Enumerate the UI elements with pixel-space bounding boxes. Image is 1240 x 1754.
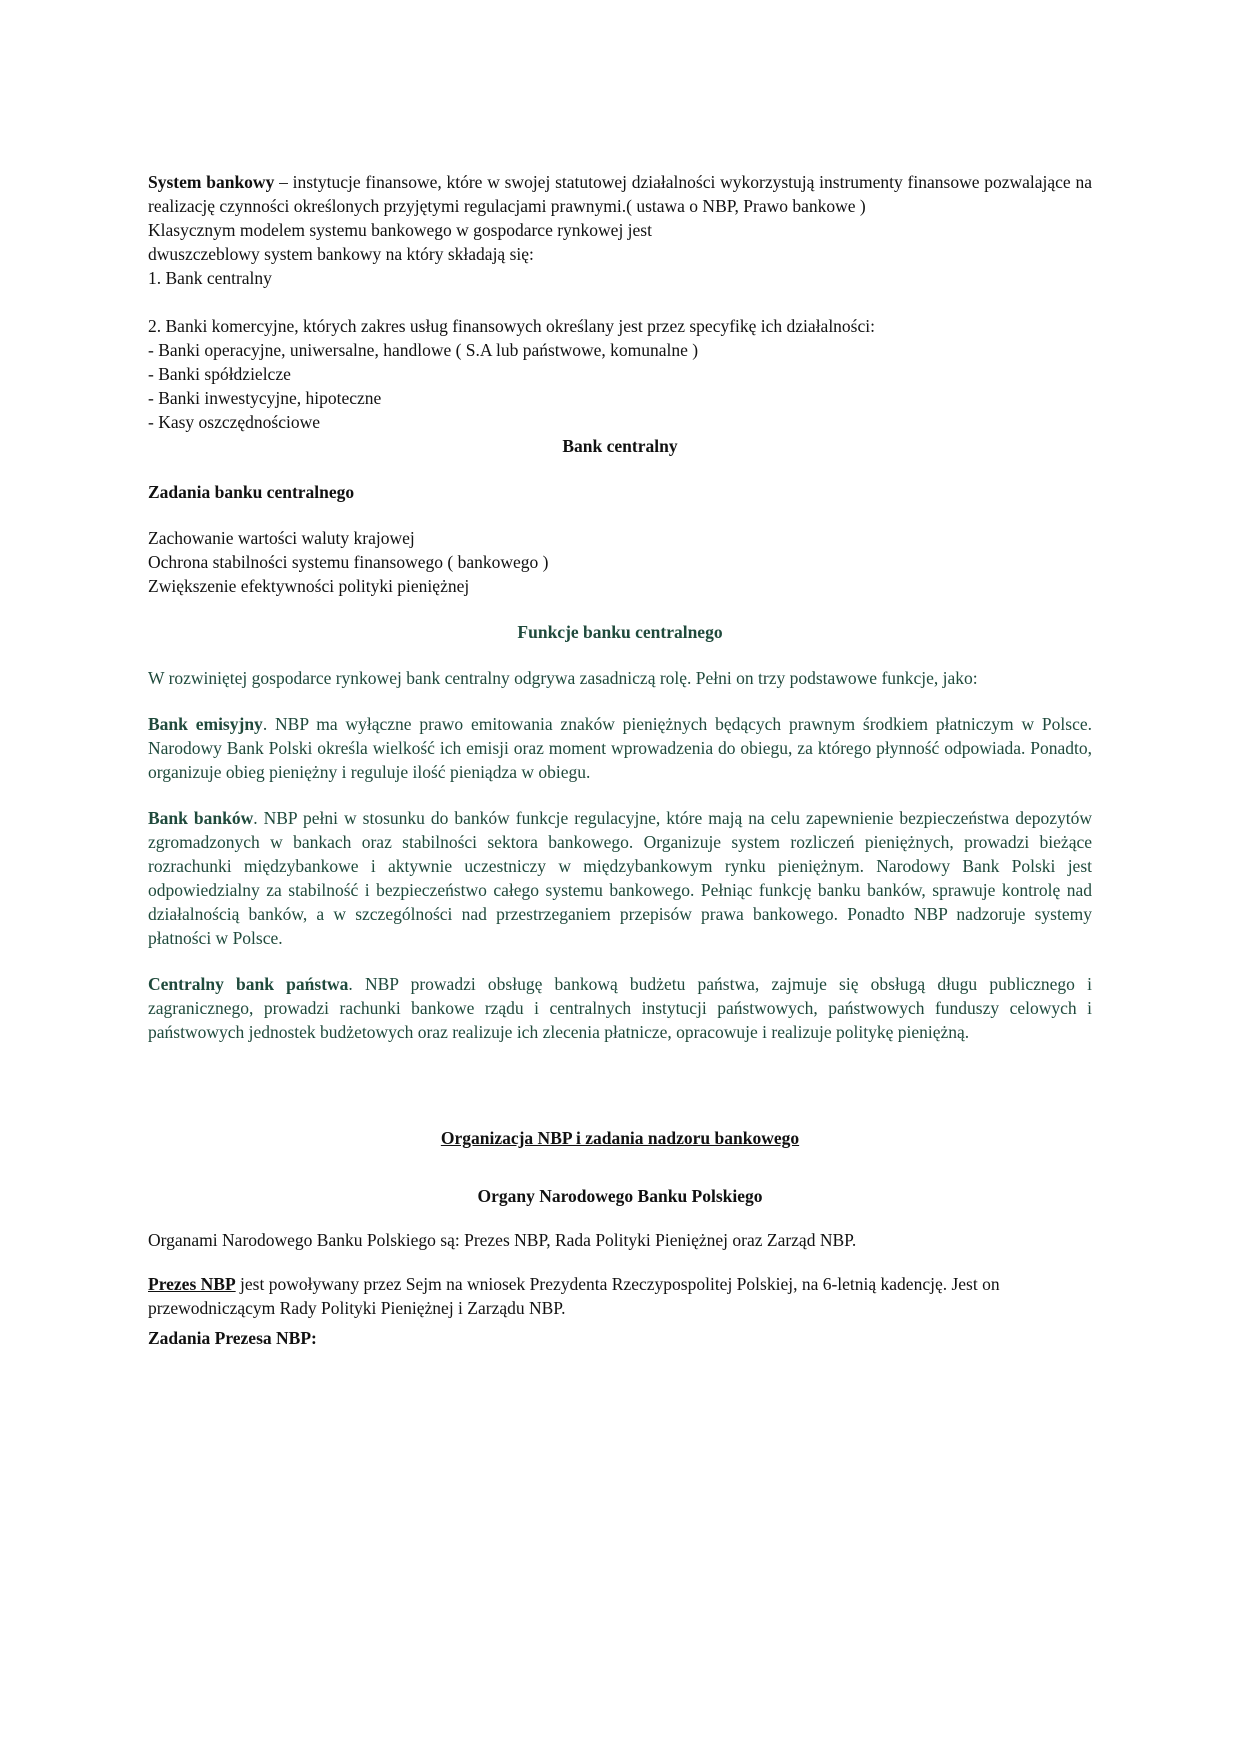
list-item-commercial-banks: 2. Banki komercyjne, których zakres usług finansowych określany jest przez specyfikę ich działalności:: [148, 316, 875, 336]
model-line-1: Klasycznym modelem systemu bankowego w gospodarce rynkowej jest: [148, 220, 652, 240]
organization-heading: Organizacja NBP i zadania nadzoru bankowego: [440, 1128, 800, 1148]
system-definition: – instytucje finansowe, które w swojej statutowej działalności wykorzystują instrumenty finansowe pozwalające na realizację czynności określonych przyjętymi regulacjami prawnymi.( ustawa o NBP, Prawo bankowe ): [148, 172, 1092, 216]
functions-intro: W rozwiniętej gospodarce rynkowej bank centralny odgrywa zasadniczą rolę. Pełni on trzy podstawowe funkcje, jako:: [148, 668, 978, 688]
bank-type-item: - Banki operacyjne, uniwersalne, handlowe ( S.A lub państwowe, komunalne ): [148, 340, 699, 360]
central-bank-task: Zachowanie wartości waluty krajowej: [148, 528, 415, 548]
bank-type-item: - Banki spółdzielcze: [148, 364, 291, 384]
organs-text: Organami Narodowego Banku Polskiego są: Prezes NBP, Rada Polityki Pieniężnej oraz Zarząd NBP.: [148, 1230, 857, 1250]
document-page: [148, 170, 1092, 1350]
president-tasks-heading: Zadania Prezesa NBP:: [148, 1328, 317, 1348]
central-bank-tasks-heading: Zadania banku centralnego: [148, 482, 355, 502]
list-item-central-bank: 1. Bank centralny: [148, 268, 272, 288]
function-paragraph-issuing-bank: Bank emisyjny. NBP ma wyłączne prawo emitowania znaków pieniężnych będących prawnym środkiem płatniczym w Polsce. Narodowy Bank Polski określa wielkość ich emisji oraz moment wprowadzenia do obiegu, za którego płynność odpowiada. Ponadto, organizuje obieg pieniężny i reguluje ilość pieniądza w obiegu.: [148, 714, 1092, 782]
president-link[interactable]: Prezes NBP: [148, 1274, 236, 1294]
function-paragraph-bank-of-banks: Bank banków. NBP pełni w stosunku do banków funkcje regulacyjne, które mają na celu zapewnienie bezpieczeństwa depozytów zgromadzonych w bankach oraz stabilności sektora bankowego. Organizuje system rozliczeń pieniężnych, prowadzi bieżące rozrachunki międzybankowe i aktywnie uczestniczy w międzybankowym rynku pieniężnym. Narodowy Bank Polski jest odpowiedzialny za stabilność i bezpieczeństwo całego systemu bankowego. Pełniąc funkcję banku banków, sprawuje kontrolę nad działalnością banków, a w szczególności nad przestrzeganiem przepisów prawa bankowego. Ponadto NBP nadzoruje systemy płatności w Polsce.: [148, 808, 1092, 948]
central-bank-task: Zwiększenie efektywności polityki pieniężnej: [148, 576, 470, 596]
functions-heading: Funkcje banku centralnego: [517, 622, 723, 642]
organs-heading: Organy Narodowego Banku Polskiego: [477, 1186, 763, 1206]
bank-type-item: - Kasy oszczędnościowe: [148, 412, 321, 432]
model-line-2: dwuszczeblowy system bankowy na który składają się:: [148, 244, 534, 264]
system-term: System bankowy: [148, 172, 275, 192]
central-bank-heading: Bank centralny: [562, 436, 678, 456]
function-paragraph-state-bank: Centralny bank państwa. NBP prowadzi obsługę bankową budżetu państwa, zajmuje się obsługą długu publicznego i zagranicznego, prowadzi rachunki bankowe rządu i centralnych instytucji państwowych, państwowych funduszy celowych i państwowych jednostek budżetowych oraz realizuje ich zlecenia płatnicze, opracowuje i realizuje politykę pieniężną.: [148, 974, 1092, 1042]
president-paragraph: Prezes NBP jest powoływany przez Sejm na wniosek Prezydenta Rzeczypospolitej Polskiej, na 6-letnią kadencję. Jest on przewodniczącym Rady Polityki Pieniężnej i Zarządu NBP.: [148, 1274, 1000, 1318]
system-definition-paragraph: [148, 170, 1092, 218]
central-bank-task: Ochrona stabilności systemu finansowego ( bankowego ): [148, 552, 549, 572]
bank-type-item: - Banki inwestycyjne, hipoteczne: [148, 388, 382, 408]
